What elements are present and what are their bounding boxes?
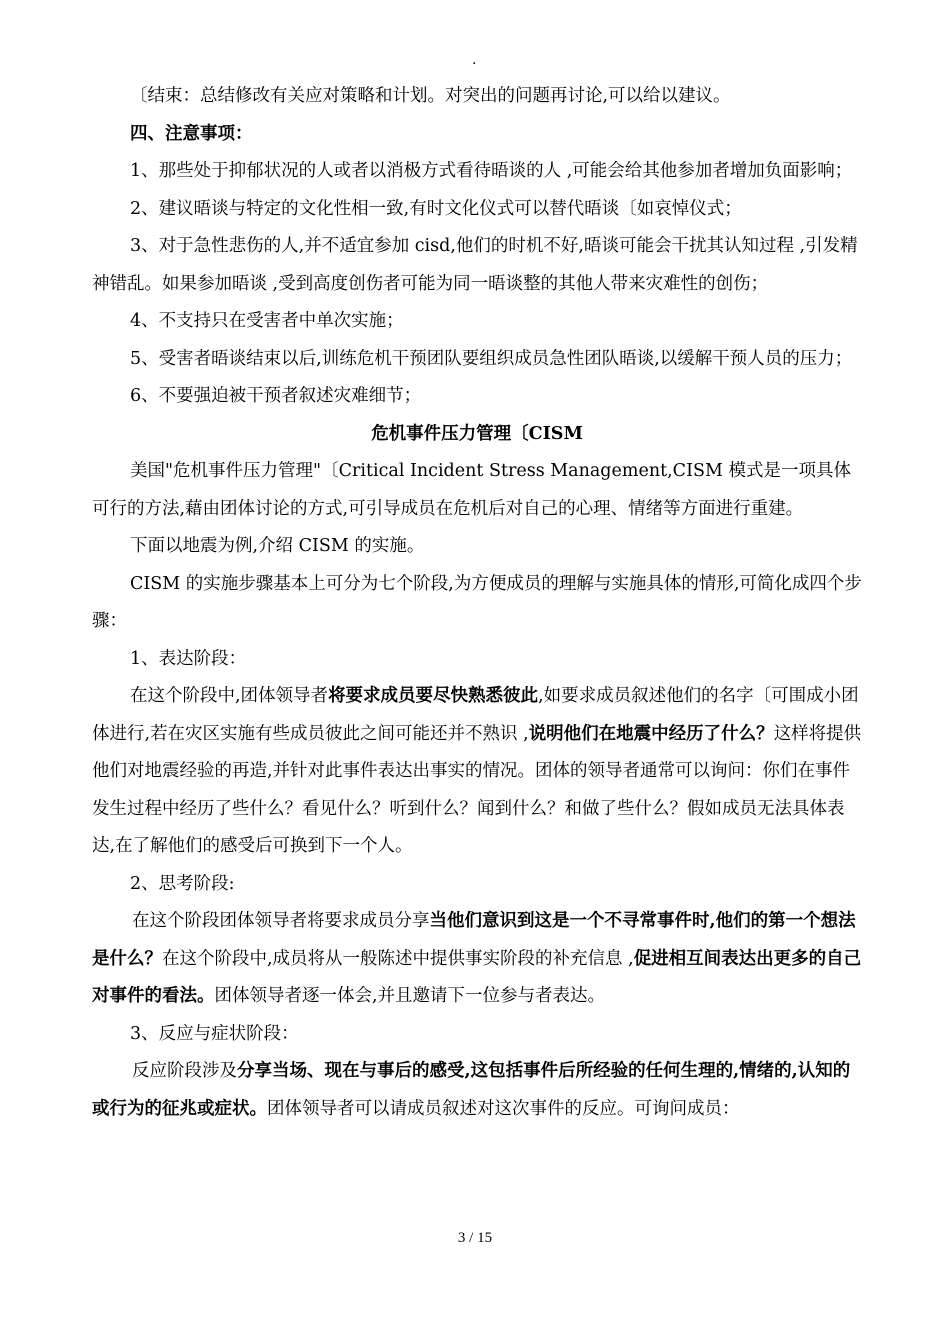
paragraph-steps: CISM 的实施步骤基本上可分为七个阶段,为方便成员的理解与实施具体的情形,可简化成四个步骤： bbox=[92, 573, 862, 631]
paragraph-conclusion: 〔结束：总结修改有关应对策略和计划。对突出的问题再讨论,可以给以建议。 bbox=[130, 86, 731, 106]
header-mark: . bbox=[472, 52, 477, 68]
step-heading-1: 1、表达阶段： bbox=[130, 648, 247, 669]
note-item-1: 1、那些处于抑郁状况的人或者以消极方式看待晤谈的人 ,可能会给其他参加者增加负面影响； bbox=[130, 161, 853, 181]
note-item-4: 4、不支持只在受害者中单次实施； bbox=[130, 311, 404, 331]
page-current: 3 bbox=[457, 1230, 466, 1246]
section-heading-notes: 四、注意事项： bbox=[130, 123, 253, 144]
page-content bbox=[92, 78, 862, 1128]
text-run: ,如要求成员叙述他们的名字〔可围成小团体进行,若在灾区实施有些成员彼此之间可能还并不熟识 , bbox=[92, 686, 859, 744]
step-heading-2: 2、思考阶段: bbox=[130, 873, 235, 894]
page-total: 15 bbox=[477, 1230, 493, 1246]
bold-run: 说明他们在地震中经历了什么？ bbox=[528, 723, 774, 744]
text-run: 在这个阶段中,成员将从一般陈述中提供事实阶段的补充信息 , bbox=[162, 948, 634, 969]
note-item-5: 5、受害者晤谈结束以后,训练危机干预团队要组织成员急性团队晤谈,以缓解干预人员的压力； bbox=[130, 348, 853, 369]
step-paragraph-3 bbox=[92, 1053, 862, 1128]
bold-run: 分享当场、现在与事后的感受,这包括事件后所经验的任何生理的,情绪的,认知的或行为的征兆或症状。 bbox=[92, 1061, 851, 1119]
paragraph-intro: 美国"危机事件压力管理"〔Critical Incident Stress Management,CISM 模式是一项具体可行的方法,藉由团体讨论的方式,可引导成员在危机后对自己的心理、情绪等方面进行重建。 bbox=[92, 461, 851, 519]
text-run: 团体领导者逐一体会,并且邀请下一位参与者表达。 bbox=[214, 986, 606, 1006]
text-run: 反应阶段涉及 bbox=[132, 1061, 237, 1081]
text-run: 团体领导者可以请成员叙述对这次事件的反应。可询问成员： bbox=[267, 1098, 740, 1119]
text-run: 在这个阶段中,团体领导者 bbox=[130, 686, 329, 706]
step-paragraph-2 bbox=[92, 903, 862, 1016]
note-item-6: 6、不要强迫被干预者叙述灾难细节； bbox=[130, 386, 422, 406]
text-run: 在这个阶段团体领导者将要求成员分享 bbox=[132, 911, 430, 931]
page-number bbox=[0, 1230, 950, 1247]
bold-run: 当他们意识到这是一个不寻常事件时,他们的第一个想法是什么？ bbox=[92, 911, 856, 969]
paragraph-example: 下面以地震为例,介绍 CISM 的实施。 bbox=[130, 536, 425, 556]
step-heading-3: 3、反应与症状阶段： bbox=[130, 1023, 299, 1044]
bold-run: 促进相互间表达出更多的自己对事件的看法。 bbox=[92, 948, 862, 1006]
bold-run: 将要求成员要尽快熟悉彼此 bbox=[328, 686, 539, 706]
section-title-cism: 危机事件压力管理〔CISM bbox=[371, 423, 583, 444]
page-separator: / bbox=[469, 1230, 474, 1246]
note-item-2: 2、建议晤谈与特定的文化性相一致,有时文化仪式可以替代晤谈〔如哀悼仪式； bbox=[130, 198, 742, 219]
step-paragraph-1 bbox=[92, 678, 862, 866]
text-run: 这样将提供他们对地震经验的再造,并针对此事件表达出事实的情况。团体的领导者通常可以询问：你们在事件发生过程中经历了些什么？看见什么？听到什么？闻到什么？和做了些什么？假如成员无法具体表达,在了解他们的感受后可换到下一个人。 bbox=[92, 723, 862, 856]
note-item-3: 3、对于急性悲伤的人,并不适宜参加 cisd,他们的时机不好,晤谈可能会干扰其认知过程 ,引发精神错乱。如果参加晤谈 ,受到高度创伤者可能为同一晤谈整的其他人带来灾难性的创伤； bbox=[92, 236, 858, 294]
